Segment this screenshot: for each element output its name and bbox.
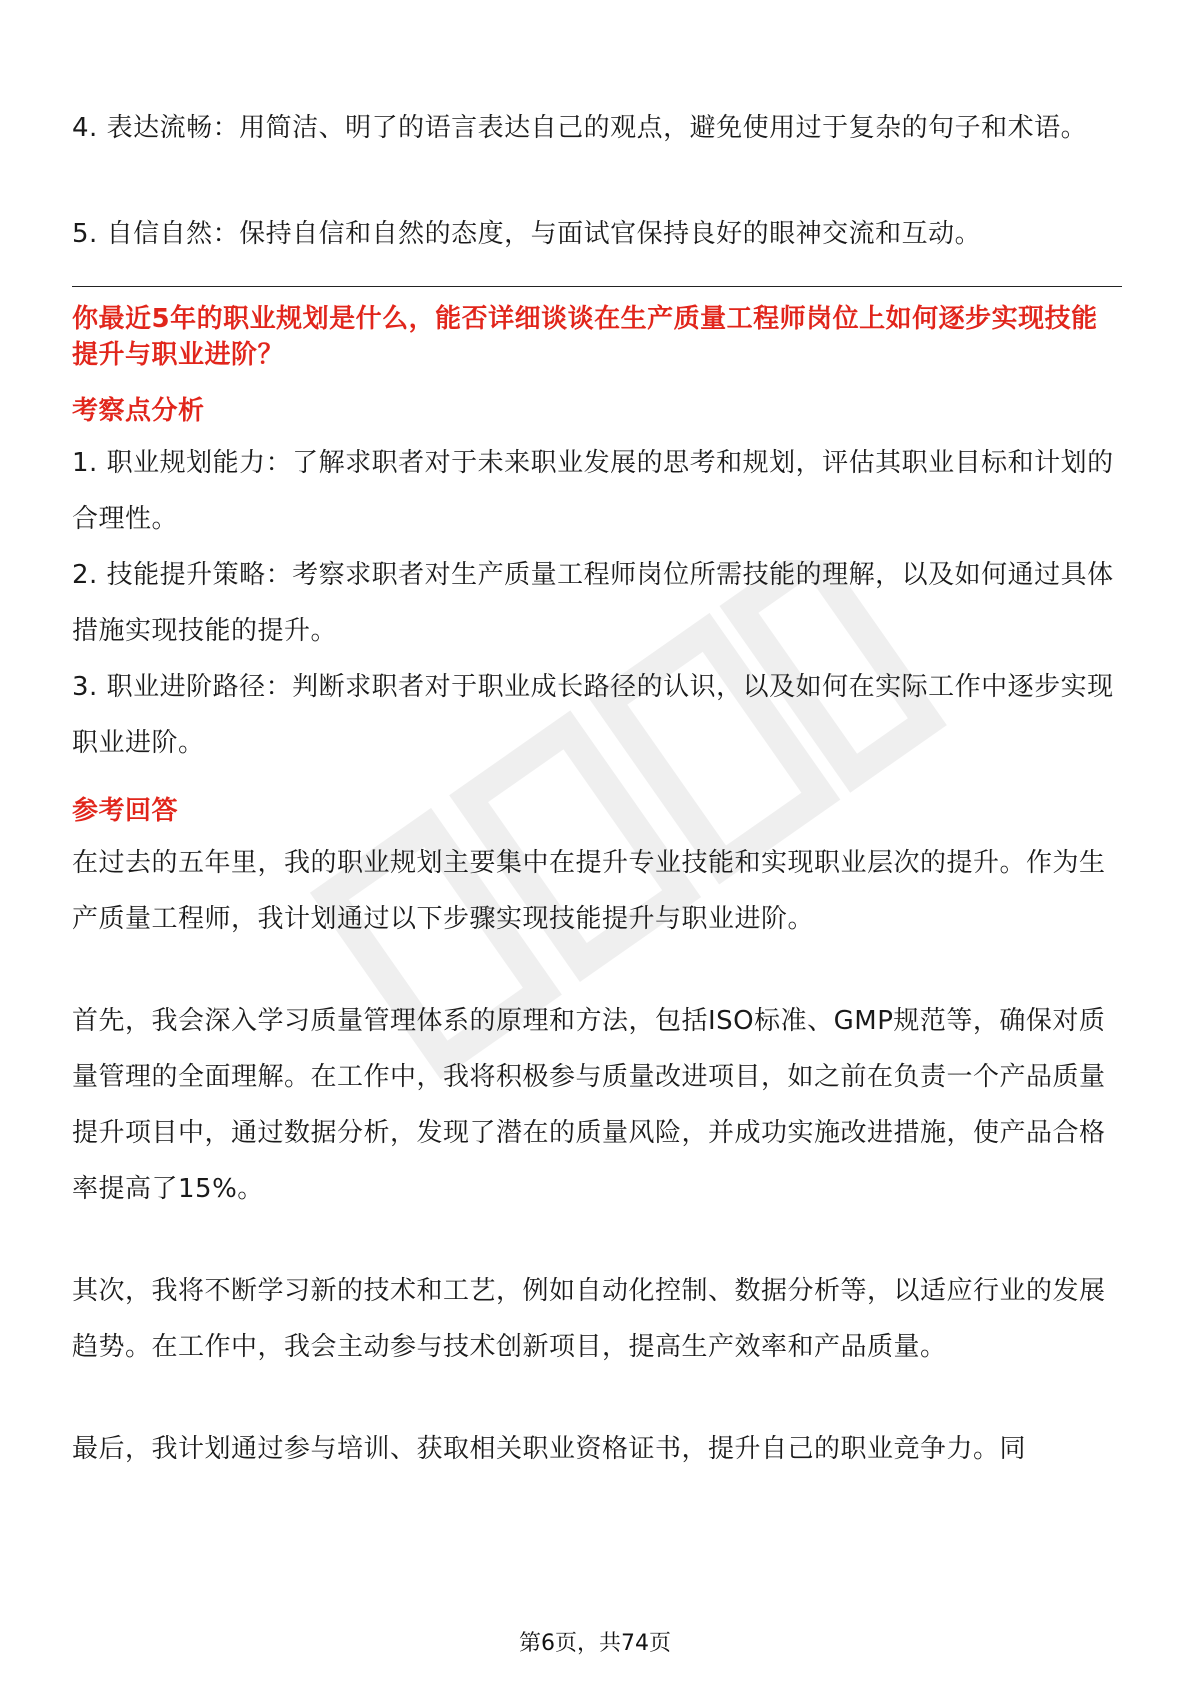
document-body xyxy=(72,100,1122,1477)
analysis-item: 2. 技能提升策略：考察求职者对生产质量工程师岗位所需技能的理解，以及如何通过具体措施实现技能的提升。 xyxy=(72,560,1114,646)
answer-paragraph: 首先，我会深入学习质量管理体系的原理和方法，包括ISO标准、GMP规范等，确保对质量管理的全面理解。在工作中，我将积极参与质量改进项目，如之前在负责一个产品质量提升项目中，通过数据分析，发现了潜在的质量风险，并成功实施改进措施，使产品合格率提高了15%。 xyxy=(72,1006,1106,1204)
answer-paragraph: 其次，我将不断学习新的技术和工艺，例如自动化控制、数据分析等，以适应行业的发展趋势。在工作中，我会主动参与技术创新项目，提高生产效率和产品质量。 xyxy=(72,1276,1106,1362)
analysis-title: 考察点分析 xyxy=(72,396,205,426)
analysis-item: 1. 职业规划能力：了解求职者对于未来职业发展的思考和规划，评估其职业目标和计划的合理性。 xyxy=(72,448,1114,534)
page-number: 第6页，共74页 xyxy=(519,1631,671,1656)
list-item-confidence: 5. 自信自然：保持自信和自然的态度，与面试官保持良好的眼神交流和互动。 xyxy=(72,219,982,249)
list-item-expression: 4. 表达流畅：用简洁、明了的语言表达自己的观点，避免使用过于复杂的句子和术语。 xyxy=(72,113,1088,143)
section-divider xyxy=(72,286,1122,287)
answer-paragraph: 在过去的五年里，我的职业规划主要集中在提升专业技能和实现职业层次的提升。作为生产质量工程师，我计划通过以下步骤实现技能提升与职业进阶。 xyxy=(72,848,1106,934)
question-heading: 你最近5年的职业规划是什么，能否详细谈谈在生产质量工程师岗位上如何逐步实现技能提升与职业进阶？ xyxy=(72,304,1098,370)
answer-title: 参考回答 xyxy=(72,796,179,826)
analysis-item: 3. 职业进阶路径：判断求职者对于职业成长路径的认识，以及如何在实际工作中逐步实现职业进阶。 xyxy=(72,672,1114,758)
answer-paragraph: 最后，我计划通过参与培训、获取相关职业资格证书，提升自己的职业竞争力。同 xyxy=(72,1434,1027,1464)
